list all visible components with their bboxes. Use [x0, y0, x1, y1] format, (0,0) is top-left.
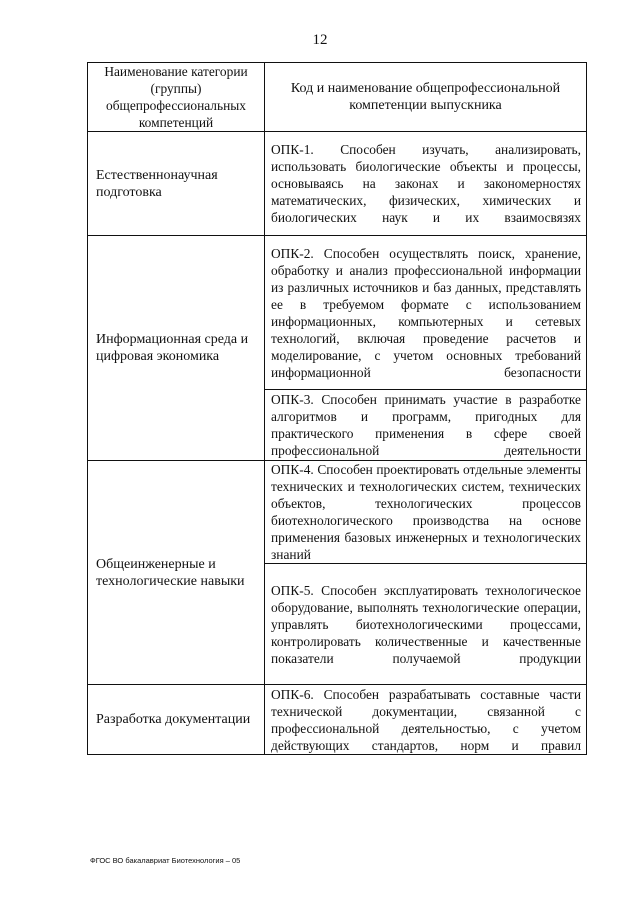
- table-row: [88, 236, 587, 390]
- document-footer: ФГОС ВО бакалавриат Биотехнология – 05: [90, 856, 241, 865]
- competence-opk-2: ОПК-2. Способен осуществлять поиск, хранение, обработку и анализ профессиональной информации из различных источников и баз данных, представлять ее в требуемом формате с использованием информационных, компьютерных и сетевых технологий, включая проведение расчетов и моделирование, с учетом основных требований информационной безопасности: [265, 236, 587, 390]
- competences-table: [87, 62, 587, 755]
- category-natural-science: Естественнонаучная подготовка: [88, 132, 265, 236]
- table-header-row: [88, 63, 587, 132]
- competence-opk-6: ОПК-6. Способен разрабатывать составные части технической документации, связанной с профессиональной деятельностью, с учетом действующих стандартов, норм и правил: [265, 685, 587, 755]
- header-competence: Код и наименование общепрофессиональной компетенции выпускника: [265, 63, 587, 132]
- competence-opk-3: ОПК-3. Способен принимать участие в разработке алгоритмов и программ, пригодных для практического применения в сфере своей профессиональной деятельности: [265, 390, 587, 461]
- competence-opk-1: ОПК-1. Способен изучать, анализировать, использовать биологические объекты и процессы, основываясь на законах и закономерностях математических, физических, химических и биологических наук и их взаимосвязях: [265, 132, 587, 236]
- category-documentation: Разработка документации: [88, 685, 265, 755]
- competence-opk-5: ОПК-5. Способен эксплуатировать технологическое оборудование, выполнять технологические операции, управлять биотехнологическими процессами, контролировать количественные и качественные показатели получаемой продукции: [265, 564, 587, 685]
- category-information-environment: Информационная среда и цифровая экономика: [88, 236, 265, 461]
- table-row: [88, 461, 587, 564]
- category-engineering-skills: Общеинженерные и технологические навыки: [88, 461, 265, 685]
- header-category: Наименование категории (группы) общепрофессиональных компетенций: [88, 63, 265, 132]
- competence-opk-4: ОПК-4. Способен проектировать отдельные элементы технических и технологических систем, технических объектов, технологических процессов биотехнологического производства на основе применения базовых инженерных и технологических знаний: [265, 461, 587, 564]
- table-row: [88, 132, 587, 236]
- page-number: 12: [312, 32, 328, 48]
- table-row: [88, 685, 587, 755]
